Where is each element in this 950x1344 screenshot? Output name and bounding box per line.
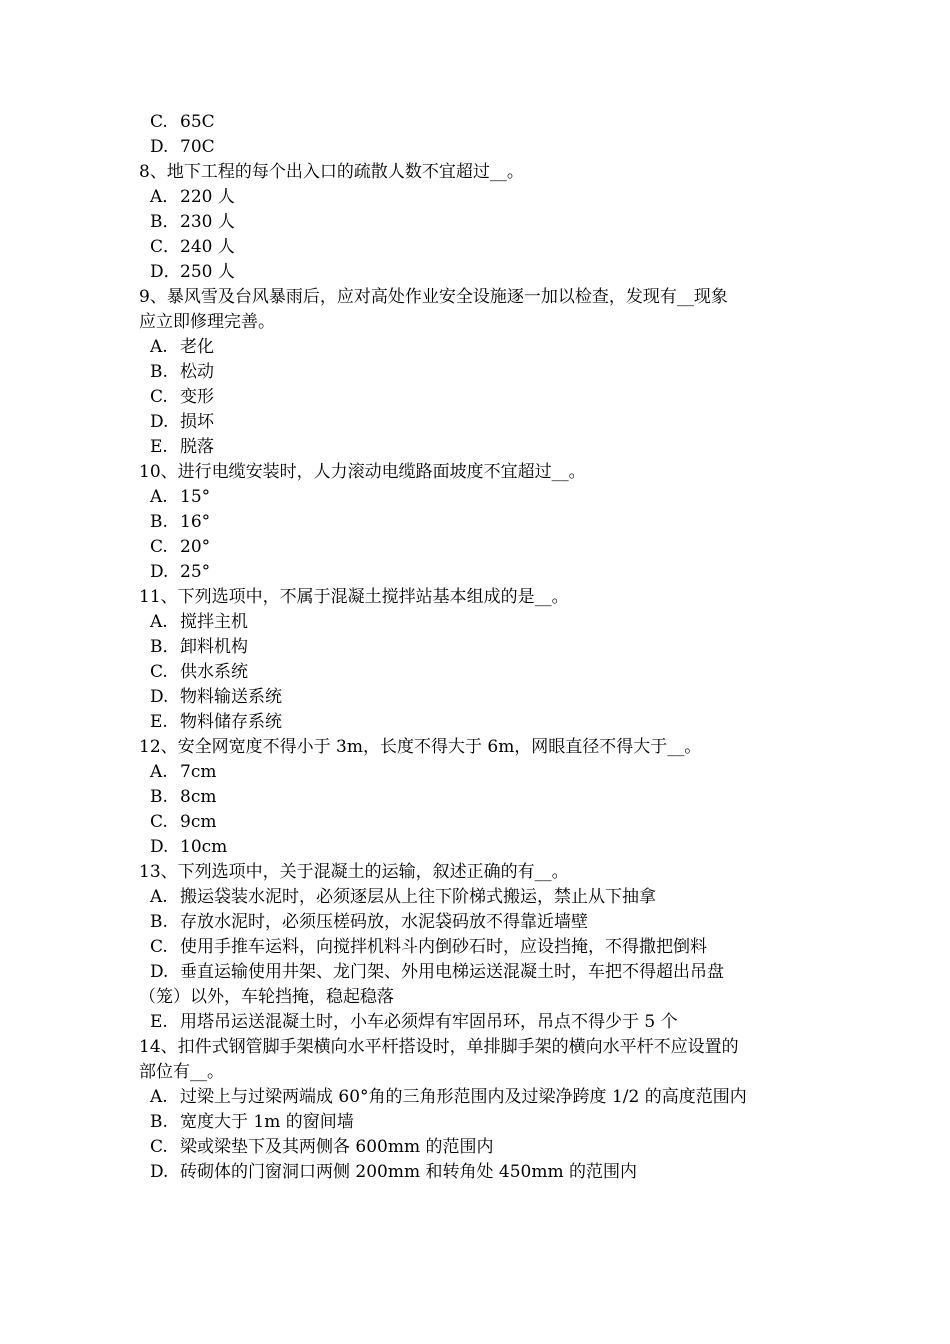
option-letter: B. [150,787,168,807]
option-text: 变形 [180,387,214,407]
option-letter: C. [150,387,168,407]
answer-option [139,535,819,560]
option-text: 物料输送系统 [180,687,282,707]
answer-option [139,1135,819,1160]
option-text: 15° [180,487,211,507]
answer-option [139,360,819,385]
answer-option [139,1110,819,1135]
question-continuation: 部位有__。 [139,1062,224,1082]
question-text: 10、进行电缆安装时，人力滚动电缆路面坡度不宜超过__。 [139,462,586,482]
option-letter: E. [150,437,168,457]
option-letter: C. [150,537,168,557]
answer-option [139,485,819,510]
option-letter: C． [150,237,181,257]
option-letter: D. [150,562,169,582]
option-text: 65C [180,112,215,132]
option-letter: D. [150,687,169,707]
option-text: 70C [180,137,215,157]
option-letter: D． [150,262,181,282]
option-text: 垂直运输使用井架、龙门架、外用电梯运送混凝土时，车把不得超出吊盘 [180,962,724,982]
option-text: 脱落 [180,437,214,457]
answer-option [139,635,819,660]
option-letter: A. [150,1087,168,1107]
document-body [139,110,819,1185]
option-text: 使用手推车运料，向搅拌机料斗内倒砂石时，应设挡掩，不得撒把倒料 [180,937,707,957]
option-letter: B. [150,1112,168,1132]
question-continuation: 应立即修理完善。 [139,312,275,332]
option-letter: A. [150,762,168,782]
answer-option [139,210,819,235]
option-text: 砖砌体的门窗洞口两侧 200mm 和转角处 450mm 的范围内 [180,1162,637,1182]
answer-option [139,810,819,835]
option-letter: E. [150,712,168,732]
option-letter: C. [150,812,168,832]
option-letter: A. [150,612,168,632]
option-text: 供水系统 [180,662,248,682]
answer-option [139,910,819,935]
option-letter: D. [150,837,169,857]
option-letter: D. [150,962,169,982]
option-letter: B. [150,362,168,382]
option-text: 梁或梁垫下及其两侧各 600mm 的范围内 [180,1137,494,1157]
answer-option [139,1160,819,1185]
option-letter: E. [150,1012,168,1032]
option-letter: A. [150,337,168,357]
option-letter: C. [150,1137,168,1157]
option-letter: C. [150,937,168,957]
option-text: 220 人 [180,187,235,207]
answer-option [139,660,819,685]
answer-option [139,935,819,960]
answer-option [139,560,819,585]
question-text: 8、地下工程的每个出入口的疏散人数不宜超过__。 [139,162,524,182]
option-letter: C. [150,662,168,682]
answer-option [139,335,819,360]
option-letter: C. [150,112,168,132]
answer-option [139,835,819,860]
answer-option [139,235,819,260]
answer-option [139,610,819,635]
option-letter: D. [150,137,169,157]
option-text: 搅拌主机 [180,612,248,632]
option-text: 物料储存系统 [180,712,282,732]
option-text: 240 人 [180,237,235,257]
option-letter: D. [150,1162,169,1182]
option-text: 7cm [180,762,217,782]
answer-option [139,685,819,710]
question-text: 14、扣件式钢管脚手架横向水平杆搭设时，单排脚手架的横向水平杆不应设置的 [139,1037,739,1057]
option-text: 9cm [180,812,217,832]
option-text: 搬运袋装水泥时，必须逐层从上往下阶梯式搬运，禁止从下抽拿 [180,887,656,907]
answer-option [139,135,819,160]
option-letter: A. [150,887,168,907]
answer-option [139,110,819,135]
answer-option [139,435,819,460]
option-letter: B. [150,512,168,532]
option-text: 250 人 [180,262,235,282]
option-letter: B． [150,637,180,657]
option-letter: B. [150,912,168,932]
question-text: 11、下列选项中，不属于混凝土搅拌站基本组成的是__。 [139,587,569,607]
answer-option [139,185,819,210]
option-letter: A． [150,187,180,207]
option-text: 8cm [180,787,217,807]
answer-option [139,885,819,910]
option-letter: A. [150,487,168,507]
question-continuation: （笼）以外，车轮挡掩，稳起稳落 [139,987,394,1007]
question-text: 12、安全网宽度不得小于 3m，长度不得大于 6m，网眼直径不得大于__。 [139,737,702,757]
answer-option [139,510,819,535]
question-text: 9、暴风雪及台风暴雨后，应对高处作业安全设施逐一加以检查，发现有__现象 [139,287,728,307]
option-text: 宽度大于 1m 的窗间墙 [180,1112,354,1132]
answer-option [139,760,819,785]
answer-option [139,710,819,735]
answer-option [139,1010,819,1035]
option-text: 10cm [180,837,228,857]
option-text: 230 人 [180,212,235,232]
answer-option [139,960,819,985]
option-text: 松动 [180,362,214,382]
option-text: 卸料机构 [180,637,248,657]
option-letter: B． [150,212,180,232]
question-text: 13、下列选项中，关于混凝土的运输，叙述正确的有__。 [139,862,569,882]
option-text: 20° [180,537,211,557]
answer-option [139,260,819,285]
option-letter: D. [150,412,169,432]
answer-option [139,785,819,810]
option-text: 损坏 [180,412,214,432]
option-text: 存放水泥时，必须压槎码放，水泥袋码放不得靠近墙壁 [180,912,588,932]
option-text: 过梁上与过梁两端成 60°角的三角形范围内及过梁净跨度 1/2 的高度范围内 [180,1087,747,1107]
answer-option [139,385,819,410]
option-text: 老化 [180,337,214,357]
option-text: 用塔吊运送混凝土时，小车必须焊有牢固吊环，吊点不得少于 5 个 [180,1012,678,1032]
option-text: 25° [180,562,211,582]
answer-option [139,410,819,435]
answer-option [139,1085,819,1110]
option-text: 16° [180,512,211,532]
